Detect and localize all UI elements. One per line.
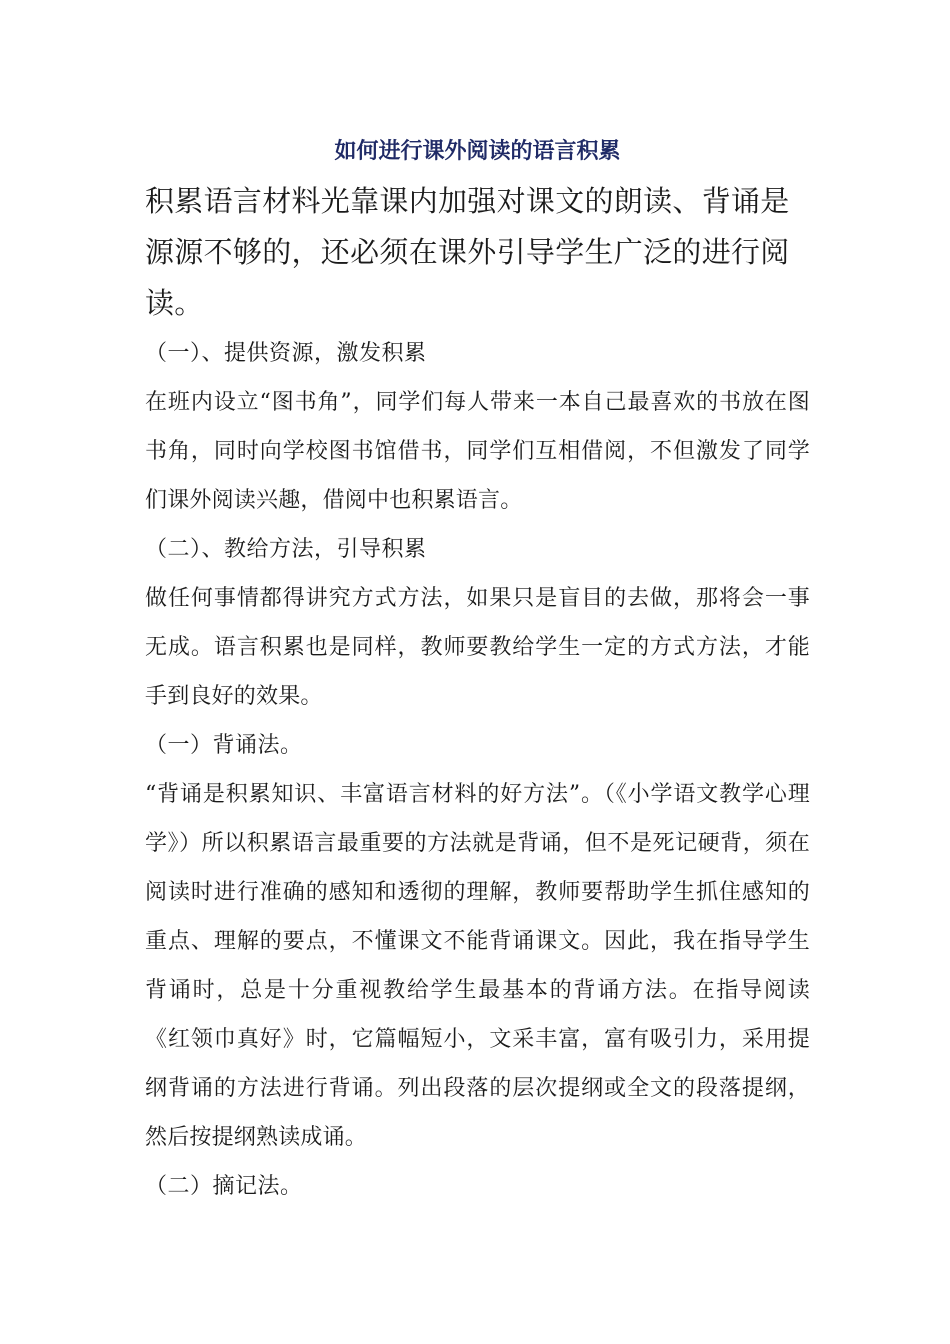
paragraph-book-corner: 在班内设立“图书角”，同学们每人带来一本自己最喜欢的书放在图书角，同时向学校图书馆借书，同学们互相借阅，不但激发了同学们课外阅读兴趣，借阅中也积累语言。 <box>145 390 810 513</box>
subsection-heading-excerpt: （二）摘记法。 <box>145 1174 303 1199</box>
section-heading-provide-resources: （一）、提供资源，激发积累 <box>145 341 427 366</box>
paragraph-methods: 做任何事情都得讲究方式方法，如果只是盲目的去做，那将会一事无成。语言积累也是同样，教师要教给学生一定的方式方法，才能手到良好的效果。 <box>145 586 810 709</box>
section-heading-teach-methods: （二）、教给方法，引导积累 <box>145 537 427 562</box>
document-body <box>145 128 810 1211</box>
paragraph-recitation: “背诵是积累知识、丰富语言材料的好方法”。（《小学语文教学心理学》）所以积累语言最重要的方法就是背诵，但不是死记硬背，须在阅读时进行准确的感知和透彻的理解，教师要帮助学生抓住感知的重点、理解的要点，不懂课文不能背诵课文。因此，我在指导学生背诵时，总是十分重视教给学生最基本的背诵方法。在指导阅读《红领巾真好》时，它篇幅短小，文采丰富，富有吸引力，采用提纲背诵的方法进行背诵。列出段落的层次提纲或全文的段落提纲，然后按提纲熟读成诵。 <box>145 782 810 1150</box>
intro-paragraph: 积累语言材料光靠课内加强对课文的朗读、背诵是源源不够的，还必须在课外引导学生广泛的进行阅读。 <box>145 184 790 320</box>
document-title: 如何进行课外阅读的语言积累 <box>334 139 621 164</box>
subsection-heading-recitation: （一）背诵法。 <box>145 733 303 758</box>
